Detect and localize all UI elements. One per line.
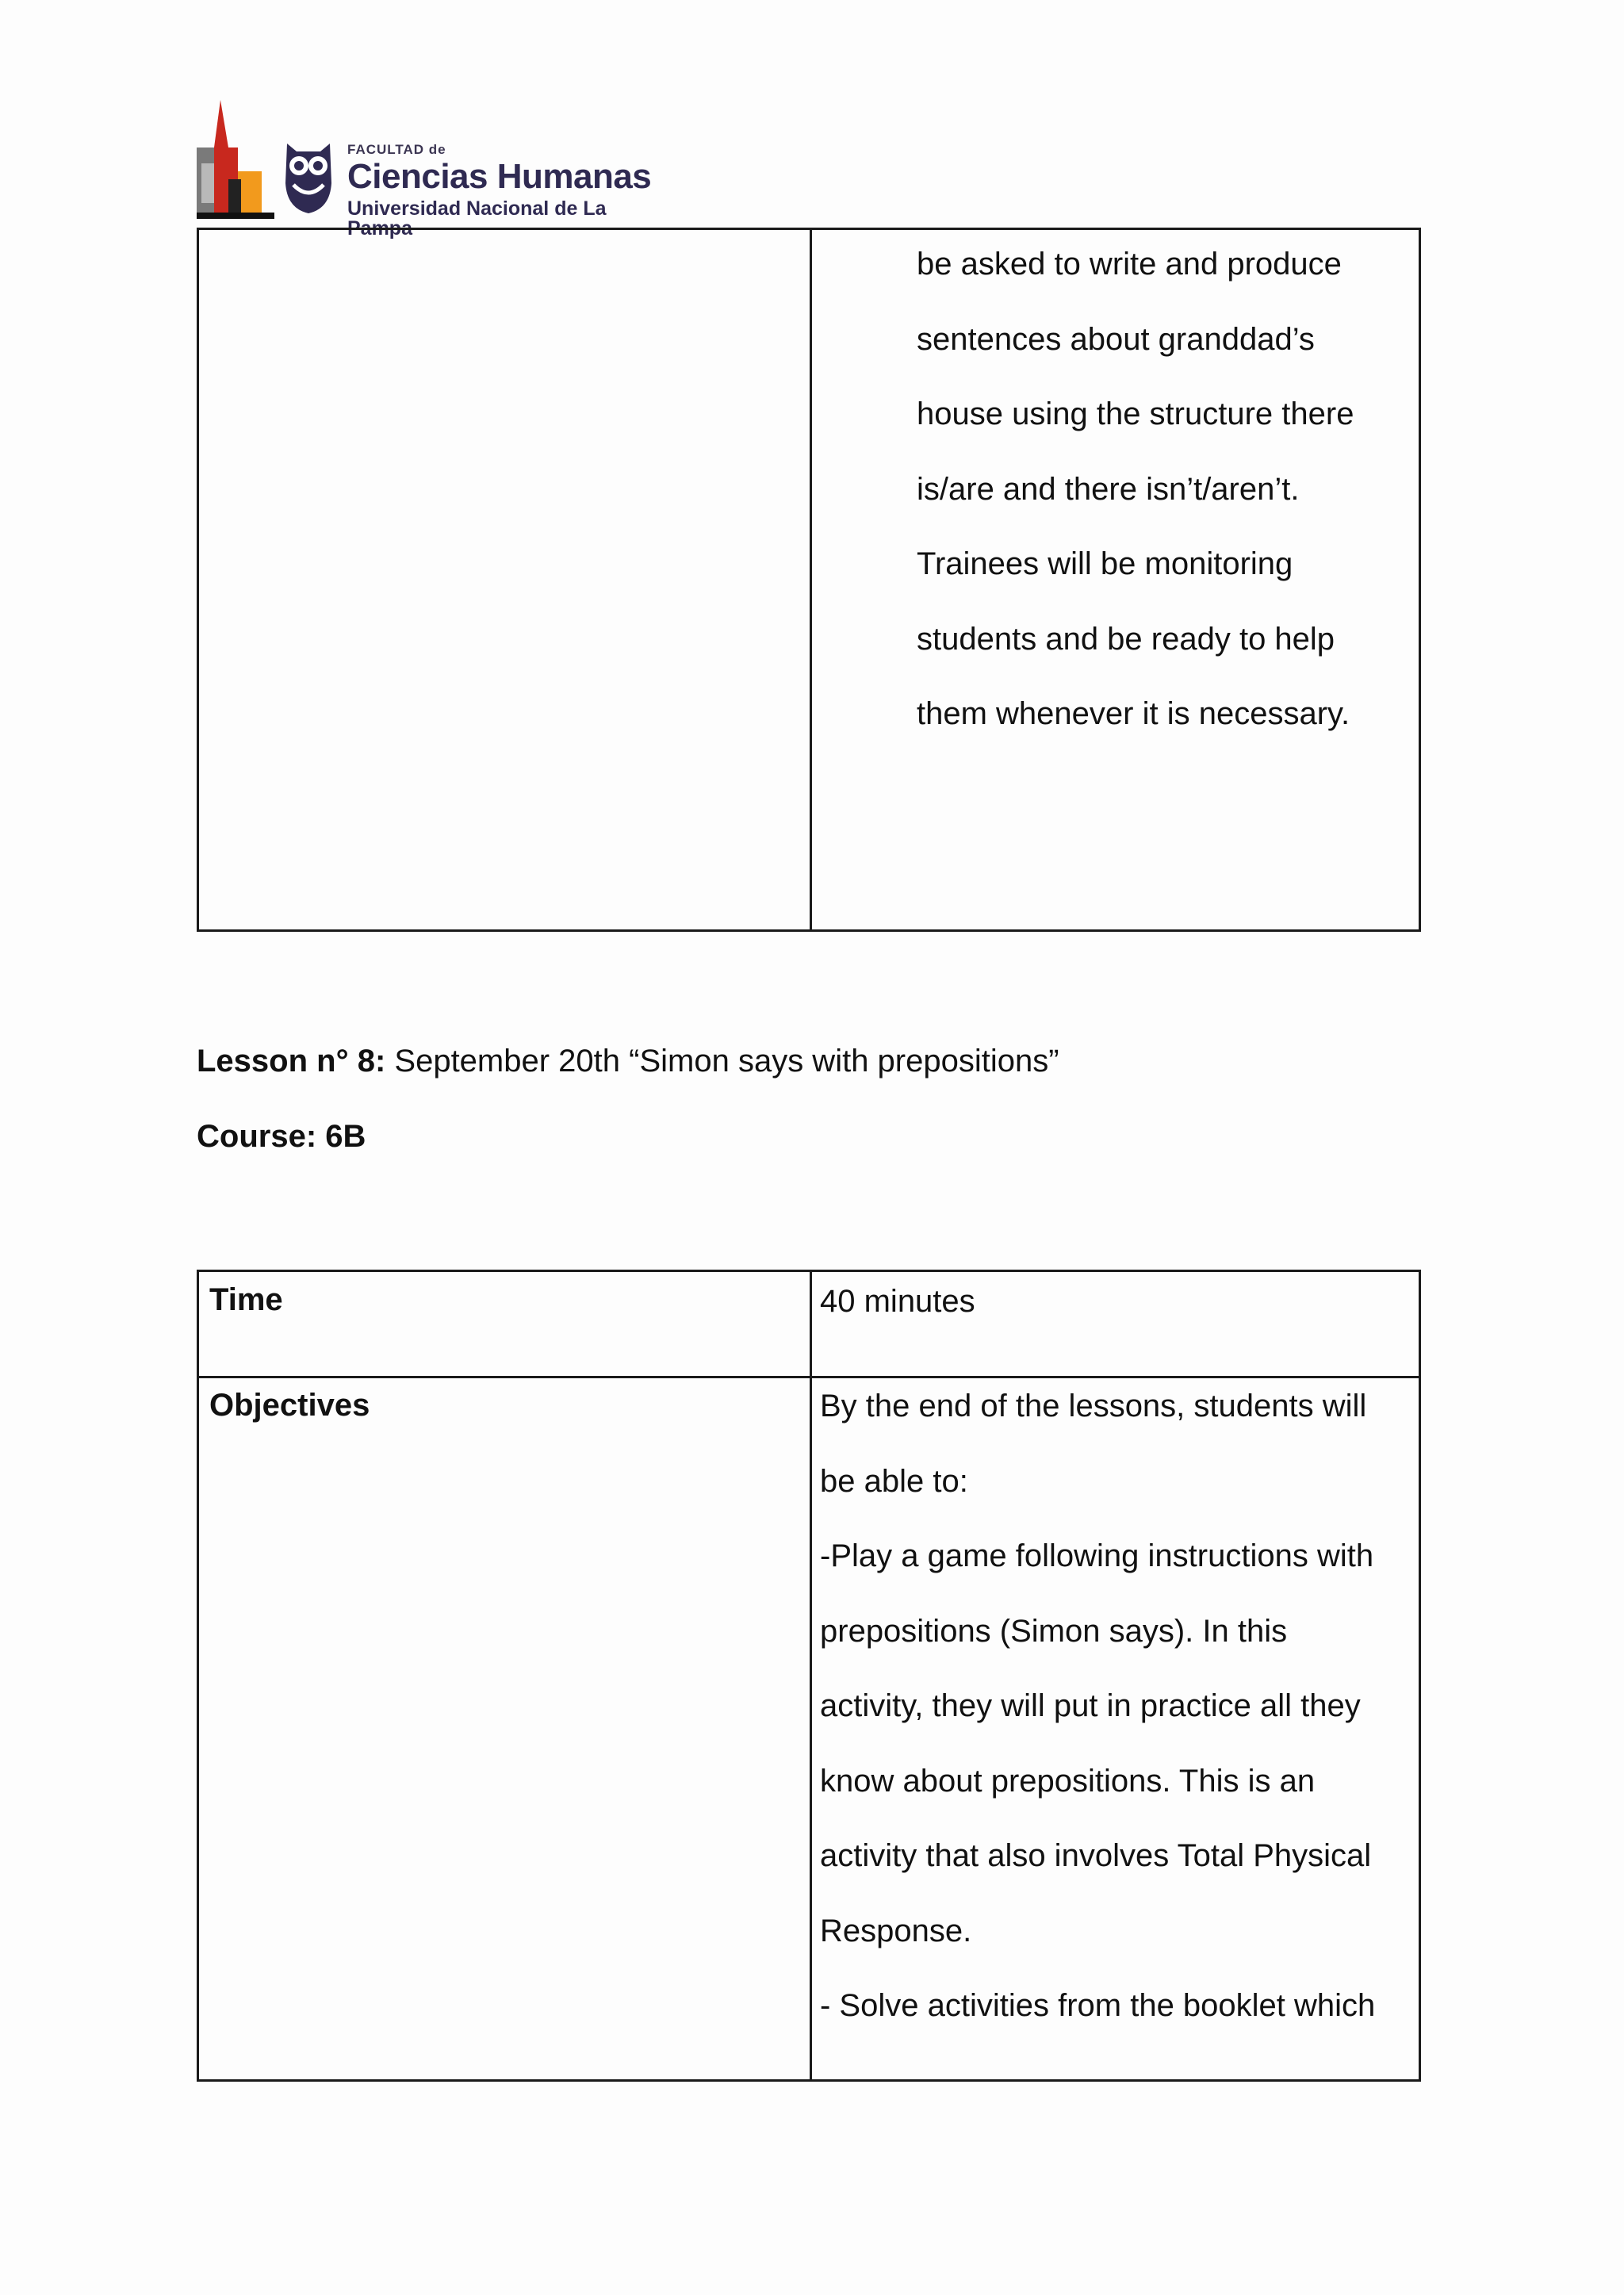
owl-icon [282, 136, 335, 215]
column-divider [810, 1272, 812, 2079]
text-line: -Play a game following instructions with [820, 1538, 1374, 1573]
time-value: 40 minutes [820, 1284, 975, 1319]
column-divider [810, 230, 812, 929]
objectives-label: Objectives [209, 1388, 370, 1423]
faculty-name: Ciencias Humanas [347, 157, 652, 196]
faculty-small-label: FACULTAD de [347, 142, 446, 157]
logo-text [347, 143, 672, 239]
text-line: Trainees will be monitoring [917, 546, 1293, 581]
text-line: activity, they will put in practice all they [820, 1688, 1361, 1723]
text-line: students and be ready to help [917, 621, 1335, 657]
text-line: Response. [820, 1913, 972, 1948]
time-label: Time [209, 1282, 283, 1317]
text-line: prepositions (Simon says). In this [820, 1613, 1288, 1649]
text-line: be asked to write and produce [917, 247, 1342, 282]
lesson-label: Lesson n° 8: [197, 1044, 386, 1079]
text-line: - Solve activities from the booklet which [820, 1988, 1376, 2023]
text-line: sentences about granddad’s [917, 321, 1315, 357]
lesson-heading [197, 1044, 1059, 1079]
text-line: activity that also involves Total Physical [820, 1838, 1372, 1873]
text-line: be able to: [820, 1463, 968, 1499]
faculty-emblem-icon [197, 100, 274, 219]
objectives-text [820, 1369, 1375, 2044]
text-line: is/are and there isn’t/aren’t. [917, 471, 1300, 507]
text-line: By the end of the lessons, students will [820, 1389, 1367, 1423]
text-line: them whenever it is necessary. [917, 696, 1350, 731]
course-label: Course: 6B [197, 1119, 366, 1154]
text-line: house using the structure there [917, 397, 1354, 431]
text-line: know about prepositions. This is an [820, 1763, 1316, 1799]
university-logo [197, 100, 672, 239]
continued-cell-text [917, 227, 1354, 752]
lesson-title: September 20th “Simon says with prepositions” [394, 1044, 1059, 1079]
university-name: Universidad Nacional de La Pampa [347, 197, 607, 239]
